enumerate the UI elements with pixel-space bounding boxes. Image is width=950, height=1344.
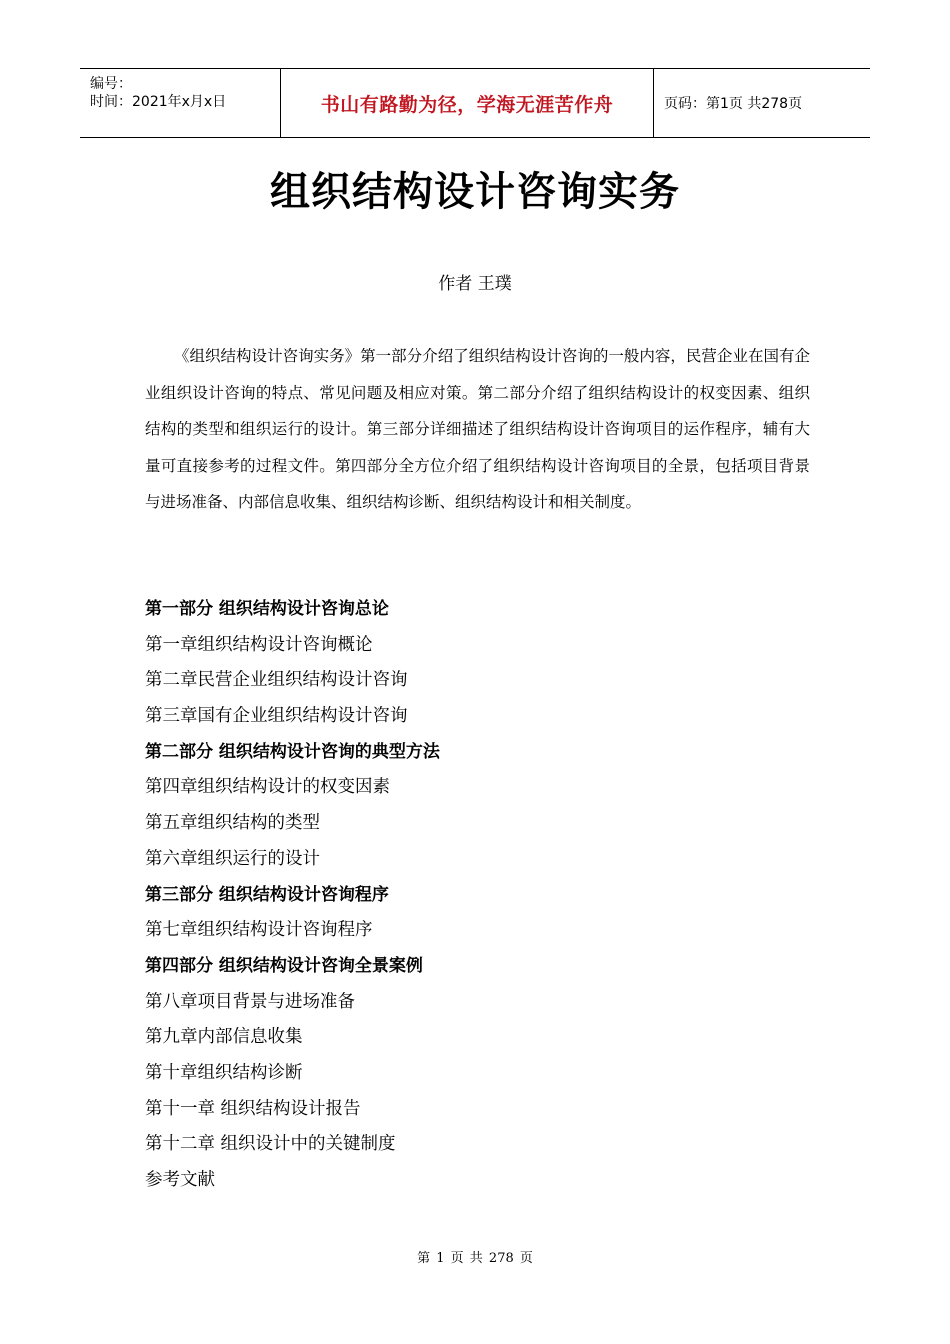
intro-paragraph: 《组织结构设计咨询实务》第一部分介绍了组织结构设计咨询的一般内容，民营企业在国有企业组织设计咨询的特点、常见问题及相应对策。第二部分介绍了组织结构设计的权变因素、组织结构的类型和组织运行的设计。第三部分详细描述了组织结构设计咨询项目的运作程序，辅有大量可直接参考的过程文件。第四部分全方位介绍了组织结构设计咨询项目的全景，包括项目背景与进场准备、内部信息收集、组织结构诊断、组织结构设计和相关制度。 xyxy=(145,347,810,511)
toc-chapter-9: 第九章内部信息收集 xyxy=(145,1027,303,1048)
toc-chapter-6: 第六章组织运行的设计 xyxy=(145,848,320,869)
header-motto: 书山有路勤为径，学海无涯苦作舟 xyxy=(320,93,614,116)
document-author: 作者 王璞 xyxy=(438,274,512,294)
toc-chapter-4: 第四章组织结构设计的权变因素 xyxy=(145,777,390,798)
page-header xyxy=(80,68,870,138)
toc-chapter-2: 第二章民营企业组织结构设计咨询 xyxy=(145,670,408,691)
toc-chapter-12: 第十二章 组织设计中的关键制度 xyxy=(145,1134,396,1155)
toc-chapter-10: 第十章组织结构诊断 xyxy=(145,1062,303,1083)
page-footer: 第 1 页 共 278 页 xyxy=(417,1251,533,1266)
table-of-contents xyxy=(145,592,810,1199)
toc-part-1: 第一部分 组织结构设计咨询总论 xyxy=(145,599,389,619)
toc-part-2: 第二部分 组织结构设计咨询的典型方法 xyxy=(145,741,440,762)
header-page-cell xyxy=(654,69,870,137)
toc-chapter-5: 第五章组织结构的类型 xyxy=(145,813,320,834)
header-page-info: 页码：第1页 共278页 xyxy=(664,96,803,112)
toc-chapter-7: 第七章组织结构设计咨询程序 xyxy=(145,920,373,941)
toc-chapter-8: 第八章项目背景与进场准备 xyxy=(145,991,355,1012)
toc-part-4: 第四部分 组织结构设计咨询全景案例 xyxy=(145,955,423,976)
document-number-label: 编号： xyxy=(90,76,132,92)
toc-chapter-3: 第三章国有企业组织结构设计咨询 xyxy=(145,706,408,727)
document-time-label: 时间：2021年x月x日 xyxy=(90,94,227,110)
header-meta-cell xyxy=(80,69,281,137)
header-motto-cell xyxy=(281,69,654,137)
toc-chapter-1: 第一章组织结构设计咨询概论 xyxy=(145,634,373,655)
toc-references: 参考文献 xyxy=(145,1170,215,1190)
toc-part-3: 第三部分 组织结构设计咨询程序 xyxy=(145,884,389,905)
toc-chapter-11: 第十一章 组织结构设计报告 xyxy=(145,1098,361,1119)
document-title: 组织结构设计咨询实务 xyxy=(270,169,680,215)
